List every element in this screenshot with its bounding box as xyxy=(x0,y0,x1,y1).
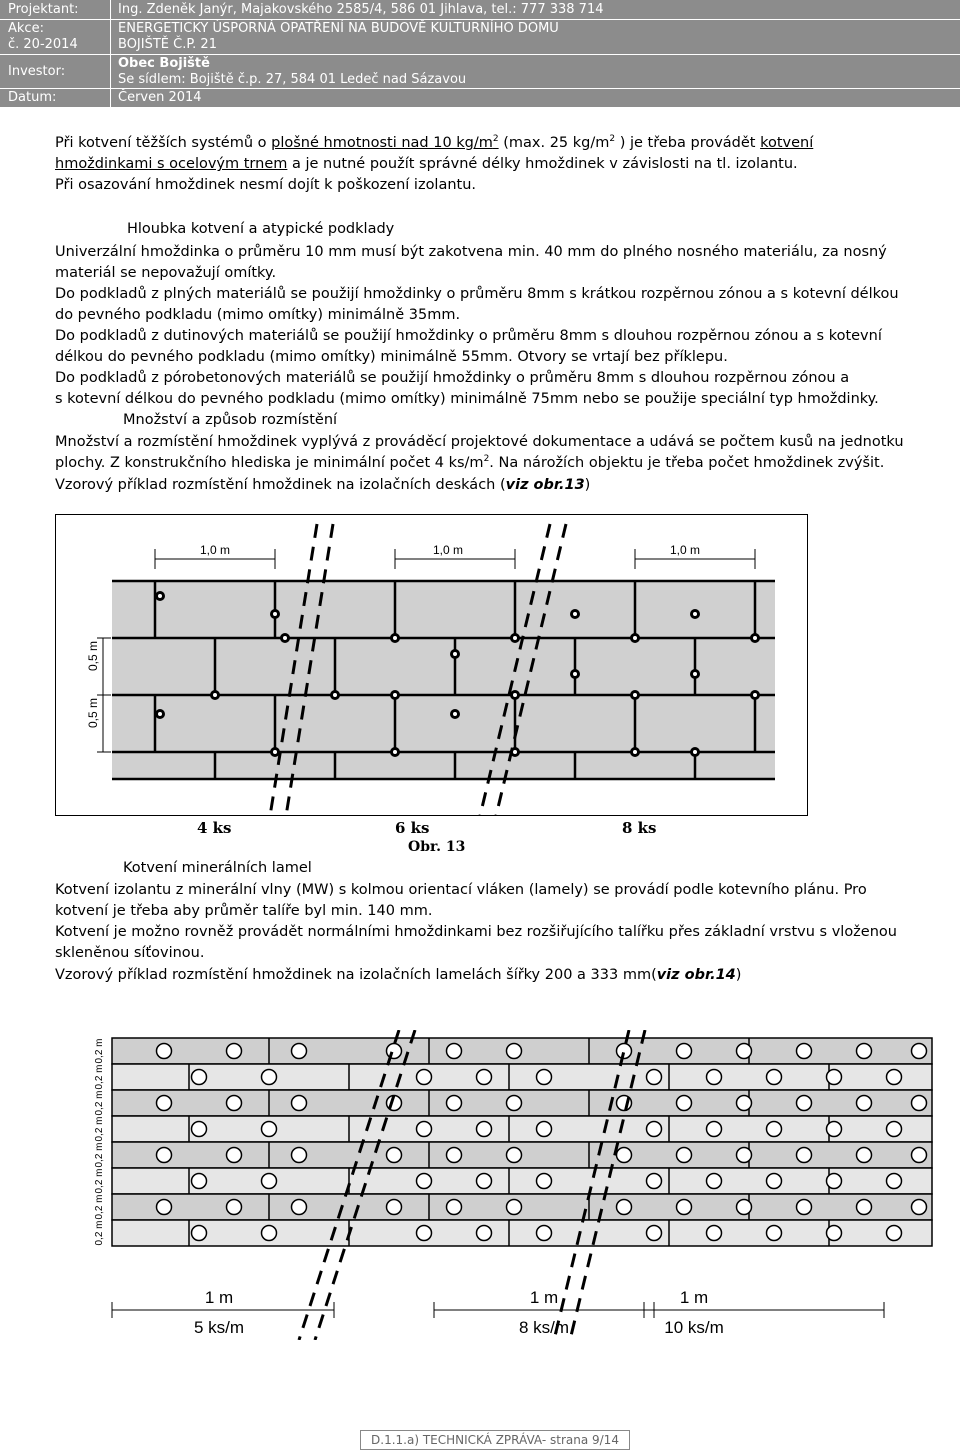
row-height-label: 0,2 m xyxy=(94,1168,105,1194)
anchor-circle xyxy=(912,1044,927,1059)
anchor-circle xyxy=(677,1096,692,1111)
anchor-dot-center xyxy=(753,636,757,640)
paragraph-line: kotvení je třeba aby průměr talíře byl min. 140 mm. xyxy=(55,903,433,919)
paragraph-line: Univerzální hmoždinka o průměru 10 mm musí být zakotvena min. 40 mm do plného nosného materiálu, za nosný xyxy=(55,244,887,260)
anchor-circle xyxy=(192,1174,207,1189)
anchor-dot-center xyxy=(273,750,277,754)
datum-value: Červen 2014 xyxy=(118,90,202,105)
anchor-circle xyxy=(647,1070,662,1085)
anchor-circle xyxy=(537,1174,552,1189)
datum-label: Datum: xyxy=(8,90,57,105)
fig13-label-8ks: 8 ks xyxy=(622,819,657,837)
paragraph-line: s kotevní délkou do pevného podkladu (mimo omítky) minimálně 75mm nebo se použije speciální typ hmoždinky. xyxy=(55,391,879,407)
anchor-circle xyxy=(192,1122,207,1137)
paragraph-line: Do podkladů z plných materiálů se použijí hmoždinky o průměru 8mm s krátkou rozpěrnou zónou a s kotevní délkou xyxy=(55,286,899,302)
figure-reference: viz obr.14 xyxy=(656,967,736,983)
anchor-dot-center xyxy=(283,636,287,640)
dim-label: 1,0 m xyxy=(432,543,464,557)
projektant-value: Ing. Zdeněk Janýr, Majakovského 2585/4, 586 01 Jihlava, tel.: 777 338 714 xyxy=(118,2,604,17)
lamella-strip xyxy=(112,1116,932,1142)
paragraph-line: materiál se nepovažují omítky. xyxy=(55,265,277,281)
dim-label: 1 m xyxy=(529,1288,559,1307)
anchor-circle xyxy=(417,1070,432,1085)
anchor-circle xyxy=(537,1122,552,1137)
anchor-circle xyxy=(912,1200,927,1215)
anchor-circle xyxy=(887,1174,902,1189)
anchor-dot-center xyxy=(513,693,517,697)
anchor-dot-center xyxy=(693,750,697,754)
anchor-circle xyxy=(387,1200,402,1215)
anchor-circle xyxy=(767,1174,782,1189)
paragraph-line: Do podkladů z pórobetonových materiálů se použijí hmoždinky o průměru 8mm s dlouhou rozpěrnou zónou a xyxy=(55,370,850,386)
anchor-dot-center xyxy=(573,672,577,676)
anchor-dot-center xyxy=(513,750,517,754)
text-run: Vzorový příklad rozmístění hmoždinek na izolačních lamelách šířky 200 a 333 mm( xyxy=(55,967,657,983)
anchor-circle xyxy=(887,1226,902,1241)
anchor-circle xyxy=(857,1200,872,1215)
dim-label: 1 m xyxy=(679,1288,709,1307)
anchor-circle xyxy=(507,1148,522,1163)
anchor-circle xyxy=(507,1096,522,1111)
anchor-circle xyxy=(262,1226,277,1241)
figure-14-lamella-anchor-layout xyxy=(84,1030,939,1340)
anchor-circle xyxy=(707,1226,722,1241)
anchor-circle xyxy=(912,1096,927,1111)
anchor-dot-center xyxy=(753,693,757,697)
lamella-strip xyxy=(112,1064,932,1090)
header-line xyxy=(0,54,960,55)
paragraph-line: délkou do pevného podkladu (mimo omítky) minimálně 55mm. Otvory se vrtají bez příklepu. xyxy=(55,349,728,365)
akce-label: Akce: xyxy=(8,21,44,36)
fig13-caption: Obr. 13 xyxy=(408,839,466,855)
anchor-circle xyxy=(707,1174,722,1189)
anchor-circle xyxy=(737,1096,752,1111)
anchor-circle xyxy=(227,1200,242,1215)
anchor-circle xyxy=(827,1226,842,1241)
document-header xyxy=(0,0,960,107)
anchor-circle xyxy=(477,1122,492,1137)
anchor-dot-center xyxy=(513,636,517,640)
text-run: plochy. Z konstrukčního hlediska je minimální počet 4 ks/m xyxy=(55,455,484,471)
anchor-circle xyxy=(417,1122,432,1137)
anchor-circle xyxy=(262,1122,277,1137)
row-height-label: 0,2 m xyxy=(94,1220,105,1246)
superscript: 2 xyxy=(609,134,616,145)
paragraph-line xyxy=(55,453,884,474)
paragraph-line: Množství a rozmístění hmoždinek vyplývá z prováděcí projektové dokumentace a udává se počtem kusů na jednotku xyxy=(55,434,904,450)
anchor-circle xyxy=(447,1096,462,1111)
paragraph-line: Kotvení izolantu z minerální vlny (MW) s kolmou orientací vláken (lamely) se provádí podle kotevního plánu. Pro xyxy=(55,882,867,898)
investor-label: Investor: xyxy=(8,64,66,79)
anchor-circle xyxy=(737,1044,752,1059)
anchor-circle xyxy=(797,1148,812,1163)
anchor-circle xyxy=(537,1070,552,1085)
anchor-circle xyxy=(857,1148,872,1163)
anchor-circle xyxy=(677,1044,692,1059)
superscript: 2 xyxy=(483,454,490,465)
anchor-dot-center xyxy=(573,612,577,616)
anchor-circle xyxy=(827,1174,842,1189)
anchor-dot-center xyxy=(158,712,162,716)
dim-label: 0,5 m xyxy=(86,697,100,729)
anchor-dot-center xyxy=(633,750,637,754)
anchor-dot-center xyxy=(453,652,457,656)
anchor-circle xyxy=(157,1148,172,1163)
anchor-dot-center xyxy=(393,636,397,640)
dim-label: 0,5 m xyxy=(86,640,100,672)
row-height-label: 0,2 m xyxy=(94,1194,105,1220)
anchor-dot-center xyxy=(393,693,397,697)
section-heading: Množství a způsob rozmístění xyxy=(123,412,338,428)
text-run-underlined: kotvení xyxy=(760,135,814,151)
text-run: ) xyxy=(735,967,742,983)
anchor-circle xyxy=(447,1148,462,1163)
text-run: ) xyxy=(584,477,591,493)
row-height-label: 0,2 m xyxy=(94,1038,105,1064)
header-line xyxy=(0,88,960,89)
anchor-circle xyxy=(447,1200,462,1215)
anchor-circle xyxy=(767,1122,782,1137)
anchor-dot-center xyxy=(633,636,637,640)
anchor-dot-center xyxy=(633,693,637,697)
anchor-dot-center xyxy=(693,612,697,616)
row-height-label: 0,2 m xyxy=(94,1142,105,1168)
anchor-circle xyxy=(262,1070,277,1085)
anchor-dot-center xyxy=(393,750,397,754)
anchor-circle xyxy=(857,1044,872,1059)
lamella-strip xyxy=(112,1220,932,1246)
anchor-circle xyxy=(507,1200,522,1215)
paragraph-line xyxy=(55,965,741,986)
text-run: . Na nárožích objektu je třeba počet hmoždinek zvýšit. xyxy=(489,455,885,471)
anchor-dot-center xyxy=(273,612,277,616)
dim-label: 1 m xyxy=(204,1288,234,1307)
dim-label: 1,0 m xyxy=(199,543,231,557)
anchor-circle xyxy=(477,1070,492,1085)
anchor-circle xyxy=(387,1148,402,1163)
anchor-circle xyxy=(262,1174,277,1189)
anchor-circle xyxy=(737,1200,752,1215)
anchor-circle xyxy=(192,1070,207,1085)
anchor-circle xyxy=(447,1044,462,1059)
anchor-circle xyxy=(767,1226,782,1241)
anchor-circle xyxy=(227,1044,242,1059)
anchor-circle xyxy=(887,1070,902,1085)
anchor-circle xyxy=(157,1200,172,1215)
paragraph-line xyxy=(55,133,813,154)
anchor-circle xyxy=(737,1148,752,1163)
paragraph-line: Kotvení je možno rovněž provádět normálními hmoždinkami bez rozšiřujícího talířku přes základní vrstvu s vloženou xyxy=(55,924,897,940)
anchor-circle xyxy=(647,1226,662,1241)
anchor-circle xyxy=(617,1200,632,1215)
paragraph-line xyxy=(55,475,590,496)
anchor-circle xyxy=(292,1044,307,1059)
anchor-circle xyxy=(192,1226,207,1241)
anchor-dot-center xyxy=(158,594,162,598)
investor-name: Obec Bojiště xyxy=(118,56,210,71)
header-line xyxy=(0,19,960,20)
count-label: 10 ks/m xyxy=(664,1318,724,1337)
count-label: 5 ks/m xyxy=(193,1318,245,1337)
section-heading: Hloubka kotvení a atypické podklady xyxy=(127,221,395,237)
anchor-circle xyxy=(292,1200,307,1215)
paragraph-line xyxy=(55,154,798,175)
text-run: a je nutné použít správné délky hmoždinek v závislosti na tl. izolantu. xyxy=(287,156,798,172)
lamella-strip xyxy=(112,1168,932,1194)
anchor-circle xyxy=(827,1122,842,1137)
text-run: ) je třeba provádět xyxy=(615,135,761,151)
anchor-circle xyxy=(797,1096,812,1111)
paragraph-line: Při osazování hmoždinek nesmí dojít k poškození izolantu. xyxy=(55,177,477,193)
anchor-circle xyxy=(292,1148,307,1163)
anchor-circle xyxy=(157,1096,172,1111)
paragraph-line: do pevného podkladu (mimo omítky) minimálně 35mm. xyxy=(55,307,461,323)
figure-13-anchor-layout xyxy=(55,514,808,816)
anchor-circle xyxy=(677,1148,692,1163)
anchor-circle xyxy=(227,1096,242,1111)
anchor-circle xyxy=(537,1226,552,1241)
projektant-label: Projektant: xyxy=(8,2,79,17)
anchor-dot-center xyxy=(453,712,457,716)
superscript: 2 xyxy=(492,134,499,145)
anchor-circle xyxy=(647,1122,662,1137)
figure-reference: viz obr.13 xyxy=(505,477,585,493)
cislo-value: BOJIŠTĚ Č.P. 21 xyxy=(118,37,217,52)
text-run: Vzorový příklad rozmístění hmoždinek na izolačních deskách ( xyxy=(55,477,506,493)
anchor-circle xyxy=(477,1226,492,1241)
anchor-circle xyxy=(677,1200,692,1215)
paragraph-line: skleněnou síťovinou. xyxy=(55,945,205,961)
anchor-circle xyxy=(827,1070,842,1085)
paragraph-line: Do podkladů z dutinových materiálů se použijí hmoždinky o průměru 8mm s dlouhou rozpěrnou zónou a s kotevní xyxy=(55,328,882,344)
count-label: 8 ks/m xyxy=(518,1318,570,1337)
anchor-circle xyxy=(797,1044,812,1059)
anchor-dot-center xyxy=(693,672,697,676)
anchor-dot-center xyxy=(213,693,217,697)
anchor-circle xyxy=(912,1148,927,1163)
investor-address: Se sídlem: Bojiště č.p. 27, 584 01 Ledeč nad Sázavou xyxy=(118,72,467,87)
row-height-label: 0,2 m xyxy=(94,1064,105,1090)
akce-value: ENERGETICKY ÚSPORNÁ OPATŘENÍ NA BUDOVĚ KULTURNÍHO DOMU xyxy=(118,21,559,36)
anchor-circle xyxy=(857,1096,872,1111)
anchor-circle xyxy=(417,1226,432,1241)
anchor-circle xyxy=(707,1122,722,1137)
fig13-label-6ks: 6 ks xyxy=(395,819,430,837)
anchor-circle xyxy=(507,1044,522,1059)
anchor-dot-center xyxy=(333,693,337,697)
text-run-underlined: hmoždinkami s ocelovým trnem xyxy=(55,156,288,172)
anchor-circle xyxy=(707,1070,722,1085)
text-run-underlined xyxy=(271,135,498,151)
anchor-circle xyxy=(767,1070,782,1085)
text-run: plošné hmotnosti nad 10 kg/m xyxy=(271,135,493,151)
anchor-circle xyxy=(417,1174,432,1189)
anchor-circle xyxy=(387,1044,402,1059)
anchor-circle xyxy=(227,1148,242,1163)
fig13-label-4ks: 4 ks xyxy=(197,819,232,837)
anchor-circle xyxy=(797,1200,812,1215)
anchor-circle xyxy=(647,1174,662,1189)
row-height-label: 0,2 m xyxy=(94,1116,105,1142)
anchor-circle xyxy=(887,1122,902,1137)
section-heading: Kotvení minerálních lamel xyxy=(123,860,312,876)
row-height-label: 0,2 m xyxy=(94,1090,105,1116)
anchor-circle xyxy=(157,1044,172,1059)
text-run: Při kotvení těžších systémů o xyxy=(55,135,272,151)
anchor-circle xyxy=(292,1096,307,1111)
cislo-label: č. 20-2014 xyxy=(8,37,78,52)
text-run: (max. 25 kg/m xyxy=(498,135,610,151)
anchor-circle xyxy=(477,1174,492,1189)
page-footer: D.1.1.a) TECHNICKÁ ZPRÁVA- strana 9/14 xyxy=(360,1430,630,1450)
dim-label: 1,0 m xyxy=(669,543,701,557)
anchor-circle xyxy=(617,1148,632,1163)
